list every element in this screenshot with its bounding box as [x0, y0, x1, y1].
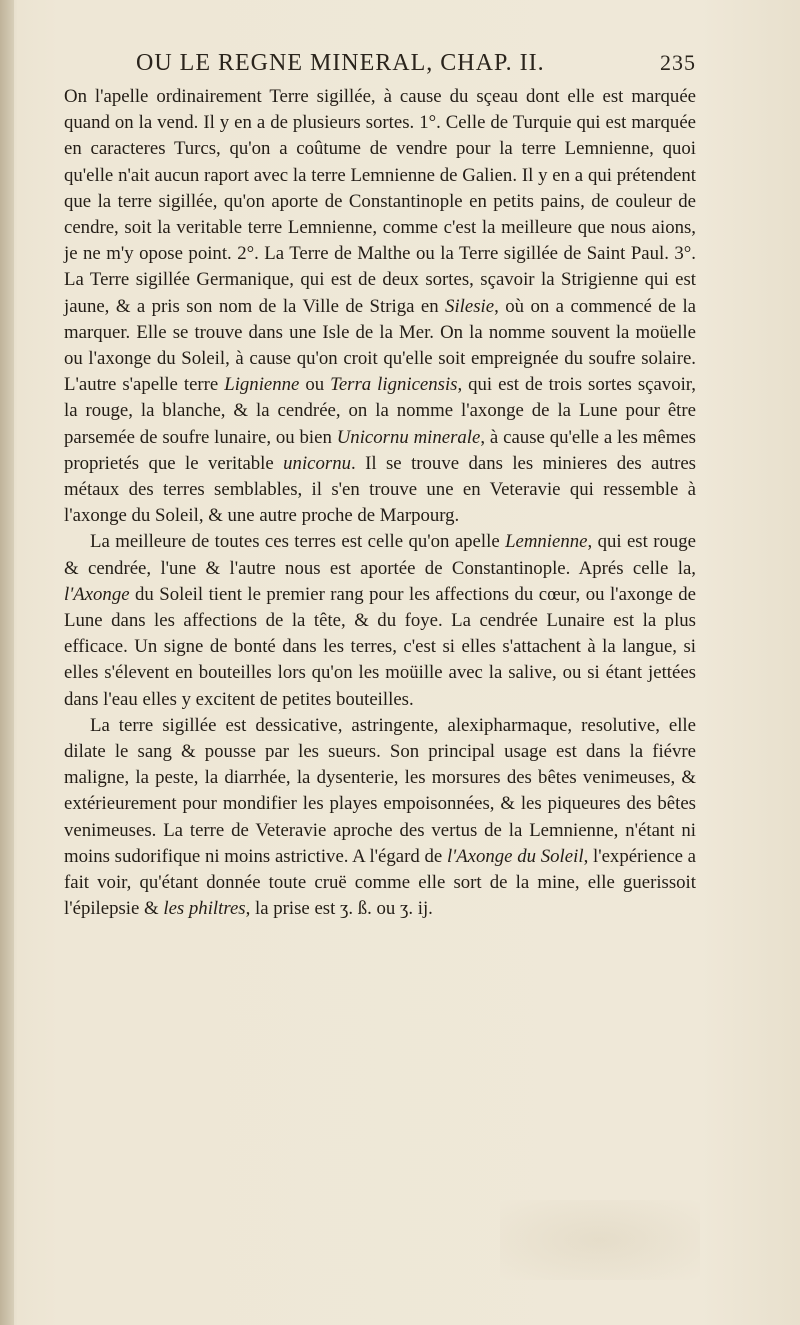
page-number: 235 [660, 50, 696, 75]
italic-term: Lignienne [224, 374, 300, 396]
italic-term: l'Axonge [64, 583, 130, 605]
paragraph [64, 529, 696, 712]
italic-term: Terra lignicensis [330, 374, 458, 396]
page-header [136, 50, 696, 77]
text-run: , où on a commencé de la marquer. Elle se trouve dans une Isle de la Mer. On la nomme souvent la moüelle ou l'axonge du Soleil, à cause qu'on croit qu'elle soit empreignée du soufre solaire. L'autre s'apelle terre [64, 295, 696, 396]
text-run: , qui est de trois sortes sçavoir, la rouge, la blanche, & la cendrée, on la nomme l'axonge de la Lune pour être parsemée de soufre lunaire, ou bien [64, 374, 696, 448]
italic-term: unicornu [283, 452, 351, 474]
text-run: , l'expérience a fait voir, qu'étant donnée toute cruë comme elle sort de la mine, elle guerissoit l'épilepsie & [64, 845, 696, 920]
text-run: On l'apelle ordinairement Terre sigillée, à cause du sçeau dont elle est marquée quand on la vend. Il y en a de plusieurs sortes. 1°. Celle de Turquie qui est marquée en caracteres Turcs, qu'on a coûtume de vendre pour la terre Lemnienne, quoi qu'elle n'ait aucun raport avec la terre Lemnienne de Galien. Il y en a qui prétendent que la terre sigillée, qu'on aporte de Constantinople en petits pains, de couleur de cendre, soit la veritable terre Lemnienne, comme c'est la meilleure que nous aions, je ne m'y opose point. 2°. La Terre de Malthe ou la Terre sigillée de Saint Paul. 3°. La Terre sigillée Germanique, qui est de deux sortes, sçavoir la Strigienne qui est jaune, & a pris son nom de la Ville de Striga en [64, 86, 696, 317]
text-run: du Soleil tient le premier rang pour les affections du cœur, ou l'axonge de Lune dans les affections de la tête, & du foye. La cendrée Lunaire est la plus efficace. Un signe de bonté dans les terres, c'est si elles s'attachent à la langue, si elles s'élevent en bouteilles lors qu'on les moüille avec la salive, ou si étant jettées dans l'eau elles y excitent de petites bouteilles. [64, 583, 696, 710]
italic-term: l'Axonge du Soleil [446, 845, 584, 867]
page-binding-edge [0, 0, 14, 1325]
paragraph [64, 84, 696, 529]
body-text [64, 84, 696, 923]
paper-stain [500, 1200, 700, 1280]
italic-term: les philtres [163, 898, 246, 920]
text-run: La meilleure de toutes ces terres est celle qu'on apelle [90, 531, 506, 553]
text-run: , à cause qu'elle a les mêmes proprietés que le veritable [64, 426, 696, 474]
italic-term: Silesie [445, 295, 495, 317]
running-title: OU LE REGNE MINERAL, CHAP. II. [136, 50, 545, 76]
italic-term: Lemnienne [505, 531, 588, 553]
text-run: La terre sigillée est dessicative, astringente, alexipharmaque, resolutive, elle dilate le sang & pousse par les sueurs. Son principal usage est dans la fiévre maligne, la peste, la diarrhée, la dysenterie, les morsures des bêtes venimeuses, & extérieurement pour mondifier les playes empoisonnées, & les piqueures des bêtes venimeuses. La terre de Veteravie aproche des vertus de la Lemnienne, n'étant ni moins sudorifique ni moins astrictive. A l'égard de [64, 714, 696, 867]
text-run: , la prise est ʒ. ß. ou ʒ. ij. [245, 898, 433, 920]
text-run: . Il se trouve dans les minieres des autres métaux des terres semblables, il s'en trouve une en Veteravie qui ressemble à l'axonge du Soleil, & une autre proche de Marpourg. [64, 452, 696, 527]
paragraph [64, 713, 696, 923]
text-run: , qui est rouge & cendrée, l'une & l'autre nous est aportée de Constantinople. Aprés celle la, [64, 531, 696, 579]
text-run: ou [299, 374, 331, 396]
italic-term: Unicornu minerale [336, 426, 481, 448]
